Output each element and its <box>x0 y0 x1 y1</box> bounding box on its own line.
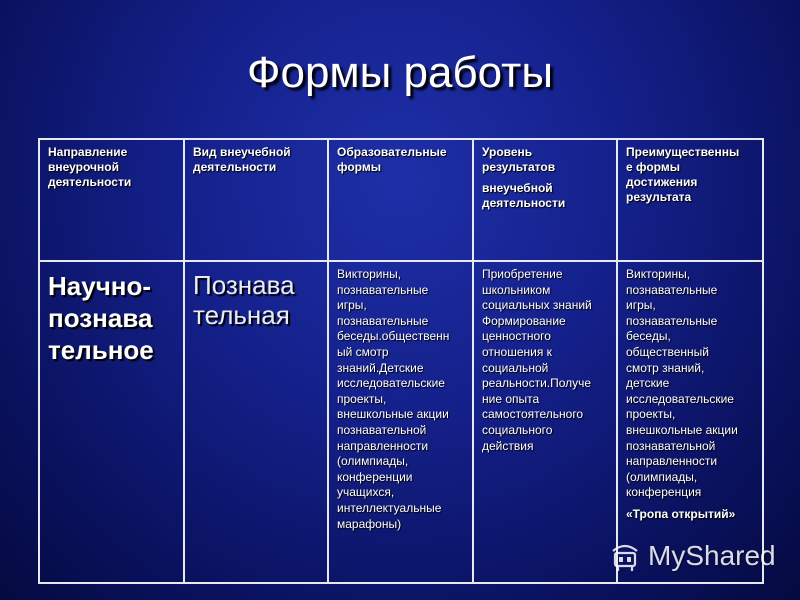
cell-text: отношения к <box>482 344 552 359</box>
cell-text: Познава <box>193 270 295 300</box>
cell-text: игры, <box>337 298 367 313</box>
myshared-watermark <box>608 536 788 576</box>
cell-result-forms <box>617 261 763 583</box>
cell-text: познавательные <box>626 313 718 328</box>
cell-direction <box>39 261 184 583</box>
header-text: Уровень <box>482 145 533 159</box>
header-text: формы <box>337 160 381 174</box>
cell-text: Викторины, <box>626 267 691 281</box>
cell-text: (олимпиады, <box>337 454 409 469</box>
cell-text: конференция <box>626 485 702 500</box>
cell-text: знаний.Детские <box>337 360 424 375</box>
cell-text: познавательной <box>337 422 427 437</box>
cell-text: Викторины, <box>337 267 402 281</box>
cell-text: социального <box>482 422 553 437</box>
cell-text: конференции <box>337 469 413 484</box>
header-text: деятельности <box>482 196 566 210</box>
cell-text: школьником <box>482 282 551 297</box>
header-text: результата <box>626 190 692 204</box>
header-text: деятельности <box>193 160 277 174</box>
header-text: достижения <box>626 175 698 189</box>
header-text: Образовательные <box>337 145 447 159</box>
cell-text: самостоятельного <box>482 407 584 422</box>
cell-text: учащихся, <box>337 485 395 500</box>
cell-text: познавательные <box>626 282 718 297</box>
header-forms <box>328 139 473 261</box>
cell-text: Приобретение <box>482 267 563 281</box>
header-text: Вид внеучебной <box>193 145 291 159</box>
header-direction <box>39 139 184 261</box>
cell-text: познавательные <box>337 282 429 297</box>
cell-text: реальности.Получе <box>482 376 592 391</box>
cell-text: познавательной <box>626 438 716 453</box>
header-text: деятельности <box>48 175 132 189</box>
cell-text: общественный <box>626 344 709 359</box>
cell-text: тельное <box>48 335 154 365</box>
forms-table <box>38 138 764 584</box>
header-text: результатов <box>482 160 556 174</box>
header-level <box>473 139 617 261</box>
cell-text: ценностного <box>482 329 551 344</box>
cell-text: игры, <box>626 298 656 313</box>
cell-text: внешкольные акции <box>626 422 738 437</box>
cell-text: познава <box>48 303 153 333</box>
cell-text: социальной <box>482 360 549 375</box>
cell-text: Научно- <box>48 271 152 301</box>
header-text: внеурочной <box>48 160 119 174</box>
cell-text: ние опыта <box>482 391 540 406</box>
cell-text: внешкольные акции <box>337 407 449 422</box>
cell-level <box>473 261 617 583</box>
header-kind <box>184 139 328 261</box>
table-row <box>39 261 763 583</box>
table-header-row <box>39 139 763 261</box>
cell-text: детские <box>626 376 670 391</box>
cell-text: марафоны) <box>337 516 402 531</box>
cell-text: исследовательские <box>626 391 734 406</box>
cell-text: Формирование <box>482 313 566 328</box>
cell-text: интеллектуальные <box>337 500 442 515</box>
header-text: Направление <box>48 145 128 159</box>
cell-text: социальных знаний <box>482 298 592 313</box>
cell-text: проекты, <box>337 391 387 406</box>
header-result-forms <box>617 139 763 261</box>
cell-text: действия <box>482 438 534 453</box>
cell-text-highlight: «Тропа открытий» <box>626 506 736 521</box>
header-text: е формы <box>626 160 680 174</box>
cell-text: ый смотр <box>337 344 389 359</box>
cell-text: (олимпиады, <box>626 469 698 484</box>
header-text: Преимущественны <box>626 145 740 159</box>
cell-text: беседы.общественн <box>337 329 450 344</box>
cell-text: беседы, <box>626 329 671 344</box>
cell-text: познавательные <box>337 313 429 328</box>
cell-forms <box>328 261 473 583</box>
slide-title: Формы работы <box>247 48 553 97</box>
myshared-logo-icon <box>608 539 642 573</box>
cell-text: направленности <box>626 454 718 469</box>
cell-kind <box>184 261 328 583</box>
watermark-text: MyShared <box>648 540 776 571</box>
cell-text: исследовательские <box>337 376 445 391</box>
cell-text: тельная <box>193 300 290 330</box>
cell-text: смотр знаний, <box>626 360 705 375</box>
cell-text: проекты, <box>626 407 676 422</box>
cell-text: направленности <box>337 438 429 453</box>
header-text: внеучебной <box>482 181 553 195</box>
